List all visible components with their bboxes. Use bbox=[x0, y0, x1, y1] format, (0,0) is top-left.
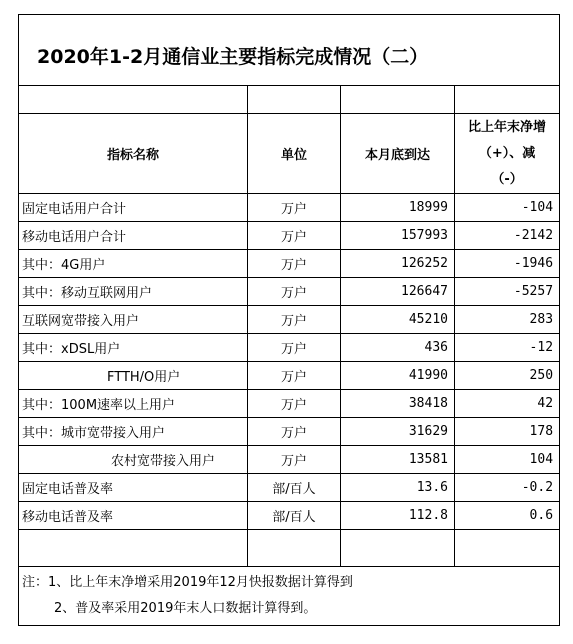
table-row bbox=[19, 278, 560, 306]
row-unit: 部/百人 bbox=[248, 474, 341, 502]
row-name: 其中：移动互联网用户 bbox=[19, 278, 248, 306]
empty-cell bbox=[248, 530, 341, 567]
row-change: 283 bbox=[455, 306, 560, 334]
row-unit: 万户 bbox=[248, 334, 341, 362]
row-value: 13.6 bbox=[341, 474, 455, 502]
row-name: 其中：100M速率以上用户 bbox=[19, 390, 248, 418]
table-row bbox=[19, 362, 560, 390]
row-change: -12 bbox=[455, 334, 560, 362]
header-value: 本月底到达 bbox=[341, 114, 455, 194]
empty-cell bbox=[455, 530, 560, 567]
row-value: 18999 bbox=[341, 194, 455, 222]
row-value: 126252 bbox=[341, 250, 455, 278]
row-unit: 万户 bbox=[248, 418, 341, 446]
header-change bbox=[455, 114, 560, 194]
table-row bbox=[19, 222, 560, 250]
row-name: 互联网宽带接入用户 bbox=[19, 306, 248, 334]
row-change: -1946 bbox=[455, 250, 560, 278]
table-row bbox=[19, 446, 560, 474]
row-name: 移动电话普及率 bbox=[19, 502, 248, 530]
row-unit: 万户 bbox=[248, 250, 341, 278]
row-value: 13581 bbox=[341, 446, 455, 474]
row-unit: 万户 bbox=[248, 446, 341, 474]
row-name: 固定电话普及率 bbox=[19, 474, 248, 502]
header-unit: 单位 bbox=[248, 114, 341, 194]
note-line-2: 2、普及率采用2019年末人口数据计算得到。 bbox=[54, 601, 317, 616]
empty-cell bbox=[248, 86, 341, 114]
indicator-sheet bbox=[18, 14, 559, 626]
row-value: 126647 bbox=[341, 278, 455, 306]
row-change: 178 bbox=[455, 418, 560, 446]
page-title: 2020年1-2月通信业主要指标完成情况（二） bbox=[19, 15, 560, 86]
row-value: 31629 bbox=[341, 418, 455, 446]
row-change: -2142 bbox=[455, 222, 560, 250]
row-change: 250 bbox=[455, 362, 560, 390]
row-unit: 万户 bbox=[248, 390, 341, 418]
row-value: 157993 bbox=[341, 222, 455, 250]
row-change: -0.2 bbox=[455, 474, 560, 502]
table-row bbox=[19, 194, 560, 222]
row-value: 41990 bbox=[341, 362, 455, 390]
row-name: 农村宽带接入用户 bbox=[19, 446, 248, 474]
row-name: FTTH/O用户 bbox=[19, 362, 248, 390]
row-name: 其中：城市宽带接入用户 bbox=[19, 418, 248, 446]
header-change-line1: 比上年末净增 bbox=[468, 119, 547, 135]
notes-cell bbox=[19, 567, 560, 626]
row-value: 112.8 bbox=[341, 502, 455, 530]
row-unit: 万户 bbox=[248, 222, 341, 250]
empty-cell bbox=[341, 86, 455, 114]
spacer-row bbox=[19, 86, 560, 114]
table-row bbox=[19, 390, 560, 418]
row-change: -5257 bbox=[455, 278, 560, 306]
notes-row bbox=[19, 567, 560, 626]
empty-cell bbox=[341, 530, 455, 567]
row-unit: 万户 bbox=[248, 306, 341, 334]
table-row bbox=[19, 474, 560, 502]
row-change: -104 bbox=[455, 194, 560, 222]
row-name: 其中：xDSL用户 bbox=[19, 334, 248, 362]
row-change: 42 bbox=[455, 390, 560, 418]
header-row bbox=[19, 114, 560, 194]
title-row bbox=[19, 15, 560, 86]
header-change-line3: （-） bbox=[491, 171, 523, 187]
table-row bbox=[19, 306, 560, 334]
empty-cell bbox=[19, 530, 248, 567]
table-row bbox=[19, 334, 560, 362]
row-value: 38418 bbox=[341, 390, 455, 418]
row-unit: 万户 bbox=[248, 362, 341, 390]
row-unit: 部/百人 bbox=[248, 502, 341, 530]
table-row bbox=[19, 250, 560, 278]
table-row bbox=[19, 418, 560, 446]
empty-cell bbox=[19, 86, 248, 114]
row-unit: 万户 bbox=[248, 278, 341, 306]
table-row bbox=[19, 502, 560, 530]
row-unit: 万户 bbox=[248, 194, 341, 222]
note-line-1: 注：1、比上年末净增采用2019年12月快报数据计算得到 bbox=[22, 575, 353, 590]
indicator-table bbox=[18, 14, 560, 626]
row-name: 固定电话用户合计 bbox=[19, 194, 248, 222]
row-change: 0.6 bbox=[455, 502, 560, 530]
row-value: 45210 bbox=[341, 306, 455, 334]
row-name: 其中：4G用户 bbox=[19, 250, 248, 278]
row-value: 436 bbox=[341, 334, 455, 362]
header-change-line2: （+）、减 bbox=[478, 145, 536, 161]
row-name: 移动电话用户合计 bbox=[19, 222, 248, 250]
row-change: 104 bbox=[455, 446, 560, 474]
header-name: 指标名称 bbox=[19, 114, 248, 194]
empty-cell bbox=[455, 86, 560, 114]
blank-row bbox=[19, 530, 560, 567]
